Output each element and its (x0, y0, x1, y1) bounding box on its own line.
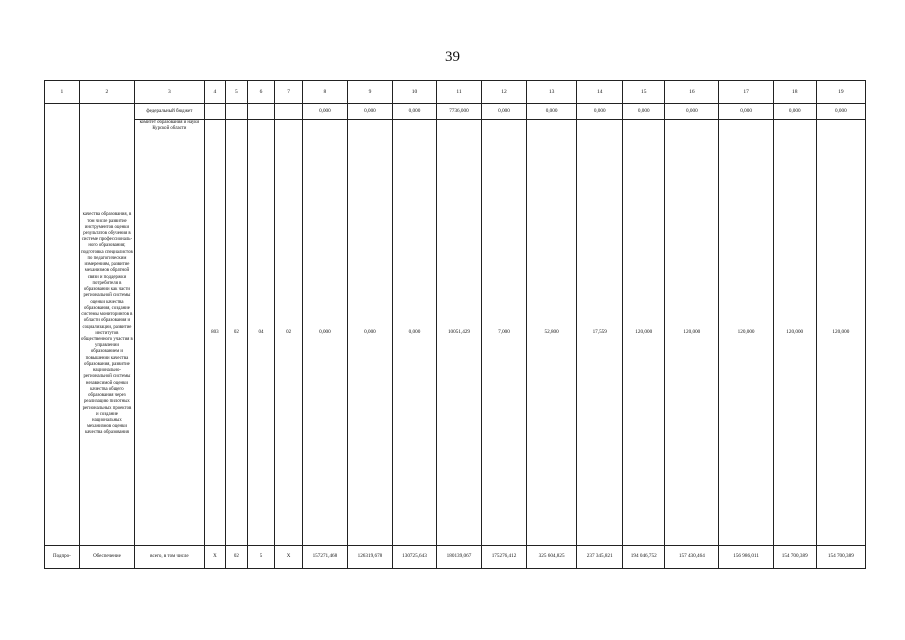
table-cell-code: 04 (247, 120, 275, 546)
table-cell-value: 17,559 (577, 120, 623, 546)
page-number: 39 (445, 49, 460, 65)
table-row-committee (45, 120, 866, 546)
table-cell-value: 0,000 (392, 104, 436, 120)
header-cell: 6 (247, 81, 275, 104)
table-cell-value: 325 604,825 (527, 546, 577, 569)
table-cell-value: 120,000 (623, 120, 665, 546)
table-cell-value: 0,000 (347, 120, 392, 546)
table-cell-value: 0,000 (623, 104, 665, 120)
table-cell-source: комитет образования и науки Курской области (135, 120, 205, 546)
header-row (45, 81, 866, 104)
table-cell-value: 0,000 (773, 104, 816, 120)
header-cell: 2 (79, 81, 134, 104)
table-cell-empty (226, 104, 247, 120)
table-cell-value: 0,000 (392, 120, 436, 546)
table-cell-empty (275, 104, 303, 120)
table-cell-code: 5 (247, 546, 275, 569)
table-cell-value: 0,000 (347, 104, 392, 120)
header-cell: 12 (482, 81, 527, 104)
table-cell-value: 180139,067 (436, 546, 481, 569)
header-cell: 17 (719, 81, 773, 104)
table-cell-value: 237 345,821 (577, 546, 623, 569)
table-cell-value: 156 986,011 (719, 546, 773, 569)
table-cell-value: 10051,429 (436, 120, 481, 546)
table-cell-value: 194 046,752 (623, 546, 665, 569)
table-cell-value: 175276,412 (482, 546, 527, 569)
header-cell: 4 (204, 81, 225, 104)
header-cell: 19 (816, 81, 865, 104)
budget-table (44, 80, 866, 569)
header-cell: 7 (275, 81, 303, 104)
table-row-total (45, 546, 866, 569)
table-cell-value: 126319,678 (347, 546, 392, 569)
table-cell-value: 157271,468 (302, 546, 347, 569)
table-cell-value: 154 700,389 (816, 546, 865, 569)
table-cell-empty (247, 104, 275, 120)
header-cell: 13 (527, 81, 577, 104)
table-cell-title: Обеспечение (79, 546, 134, 569)
table-cell-description: качества образования, в том числе развитие инструментов оценки результатов обучения в системе профессиональ-ного образования; подготовка специалистов по педагогическим измерениям, развитие механизмов обратной связи и поддержки потребителя в образовании как части региональной системы оценки качества образования, создание системы мониторингов в области образования и социализации, развитие институтов общественного участия в управлении образованием и повышении качества образования, развитие национально-региональной системы независимой оценки качества общего образования через реализацию пилотных региональных проектов и создание национальных механизмов оценки качества образования (79, 104, 134, 546)
table-cell-code: 02 (226, 546, 247, 569)
table-cell-code: 02 (275, 120, 303, 546)
table-cell-source: федеральный бюджет (135, 104, 205, 120)
table-cell-code: Х (275, 546, 303, 569)
table-cell-value: 120,000 (719, 120, 773, 546)
table-cell-source: всего, в том числе (135, 546, 205, 569)
header-cell: 14 (577, 81, 623, 104)
table-cell-value: 0,000 (482, 104, 527, 120)
table-cell-empty (204, 104, 225, 120)
table-cell-value: 154 700,389 (773, 546, 816, 569)
table-cell-empty (45, 104, 80, 546)
table-cell-code: 803 (204, 120, 225, 546)
table-cell-value: 157 430,464 (665, 546, 719, 569)
table-cell-value: 130725,643 (392, 546, 436, 569)
header-cell: 16 (665, 81, 719, 104)
header-cell: 1 (45, 81, 80, 104)
table-cell-value: 0,000 (719, 104, 773, 120)
header-cell: 5 (226, 81, 247, 104)
table-cell-value: 52,800 (527, 120, 577, 546)
table-cell-value: 0,000 (665, 104, 719, 120)
table-row-federal (45, 104, 866, 120)
table-cell-value: 0,000 (816, 104, 865, 120)
table-cell-value: 120,000 (665, 120, 719, 546)
table-cell-value: 0,000 (302, 120, 347, 546)
table-cell-code: 02 (226, 120, 247, 546)
header-cell: 10 (392, 81, 436, 104)
header-cell: 18 (773, 81, 816, 104)
header-cell: 3 (135, 81, 205, 104)
header-cell: 11 (436, 81, 481, 104)
header-cell: 8 (302, 81, 347, 104)
header-cell: 15 (623, 81, 665, 104)
header-cell: 9 (347, 81, 392, 104)
table-cell-value: 120,000 (773, 120, 816, 546)
table-cell-value: 0,000 (527, 104, 577, 120)
table-cell-value: 0,000 (577, 104, 623, 120)
table-cell-value: 7,000 (482, 120, 527, 546)
table-cell-value: 7736,000 (436, 104, 481, 120)
table-cell-value: 0,000 (302, 104, 347, 120)
table-cell-value: 120,000 (816, 120, 865, 546)
table-cell-code: Х (204, 546, 225, 569)
table-cell-subprogram: Подпро- (45, 546, 80, 569)
